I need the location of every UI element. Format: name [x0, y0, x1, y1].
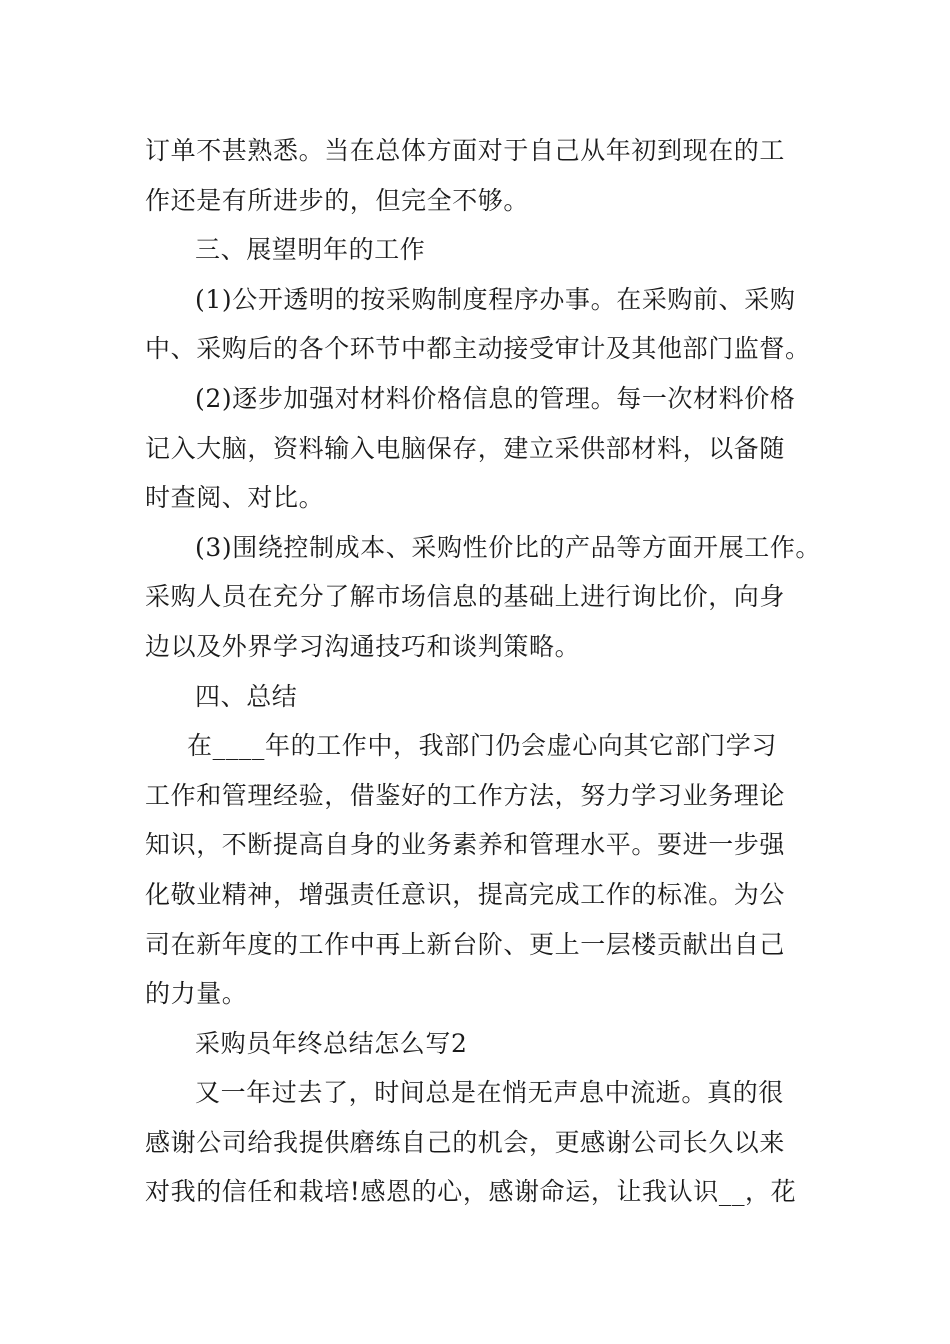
text-line: 化敬业精神，增强责任意识，提高完成工作的标准。为公 — [145, 879, 786, 909]
text-line: 知识，不断提高自身的业务素养和管理水平。要进一步强 — [145, 830, 786, 860]
text-line: 作还是有所进步的，但完全不够。 — [145, 185, 530, 215]
text-line: 感谢公司给我提供磨练自己的机会，更感谢公司长久以来 — [145, 1127, 786, 1157]
section-heading: 三、展望明年的工作 — [195, 235, 426, 265]
section-heading: 四、总结 — [195, 681, 298, 711]
text-line: 又一年过去了，时间总是在悄无声息中流逝。真的很 — [195, 1078, 784, 1108]
text-line: 中、采购后的各个环节中都主动接受审计及其他部门监督。 — [145, 334, 811, 364]
text-line: 在____年的工作中，我部门仍会虚心向其它部门学习 — [187, 731, 778, 761]
text-line: 对我的信任和栽培!感恩的心，感谢命运，让我认识__，花 — [145, 1177, 797, 1207]
text-line: 的力量。 — [145, 979, 248, 1009]
text-line: 时查阅、对比。 — [145, 483, 325, 513]
text-line: 记入大脑，资料输入电脑保存，建立采供部材料，以备随 — [145, 433, 786, 463]
text-line: 边以及外界学习沟通技巧和谈判策略。 — [145, 631, 581, 661]
text-line: 司在新年度的工作中再上新台阶、更上一层楼贡献出自己 — [145, 929, 786, 959]
document-body — [145, 126, 822, 1217]
text-line: (1)公开透明的按采购制度程序办事。在采购前、采购 — [195, 284, 796, 314]
text-line: (2)逐步加强对材料价格信息的管理。每一次材料价格 — [195, 383, 796, 413]
document-title: 采购员年终总结怎么写2 — [195, 1028, 468, 1058]
text-line: 采购人员在充分了解市场信息的基础上进行询比价，向身 — [145, 582, 786, 612]
text-line: 工作和管理经验，借鉴好的工作方法，努力学习业务理论 — [145, 780, 786, 810]
text-line: 订单不甚熟悉。当在总体方面对于自己从年初到现在的工 — [145, 136, 786, 165]
text-line: (3)围绕控制成本、采购性价比的产品等方面开展工作。 — [195, 532, 822, 562]
